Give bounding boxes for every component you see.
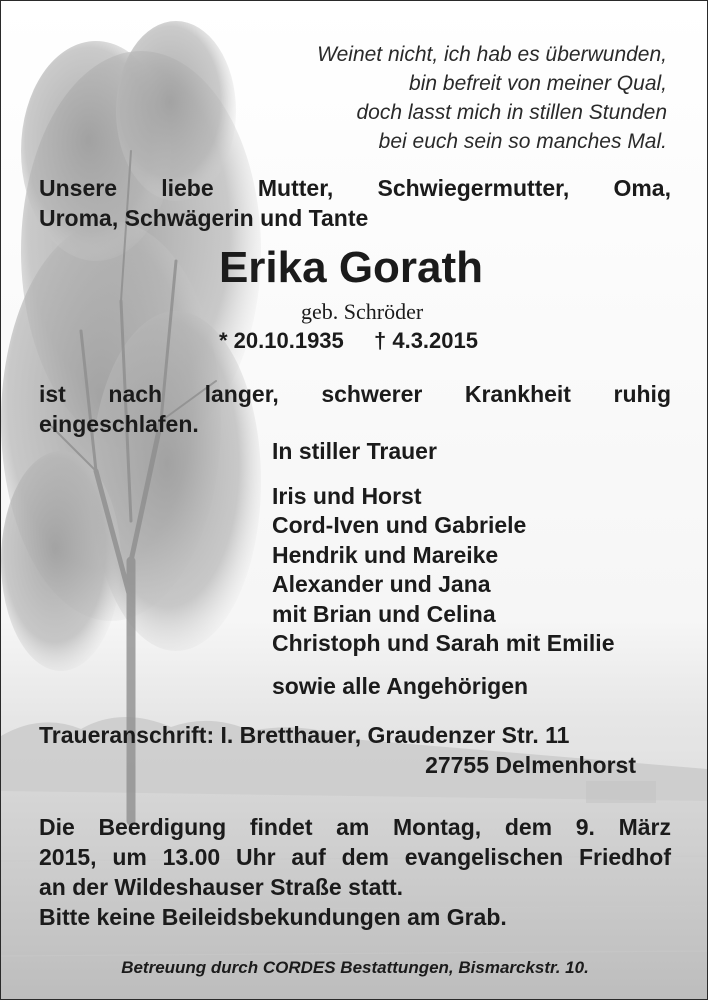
mourners-heading: In stiller Trauer <box>272 438 437 464</box>
mourner-name: Hendrik und Mareike <box>272 542 499 568</box>
death-date: † 4.3.2015 <box>374 328 478 353</box>
mourner-name: Christoph und Sarah mit Emilie <box>272 630 615 656</box>
birth-name: geb. Schröder <box>301 299 424 324</box>
mourner-name: Alexander und Jana <box>272 571 491 597</box>
mourning-address: Traueranschrift: I. Bretthauer, Graudenzer Str. 11 <box>39 722 570 748</box>
funeral-line: Bitte keine Beileidsbekundungen am Grab. <box>39 904 507 930</box>
poem-line: doch lasst mich in stillen Stunden <box>356 101 667 124</box>
birth-date: * 20.10.1935 <box>219 328 344 353</box>
mourner-name: mit Brian und Celina <box>272 601 496 627</box>
mourner-name: Cord-Iven und Gabriele <box>272 512 527 538</box>
poem-line: bei euch sein so manches Mal. <box>378 130 667 153</box>
mourners-others: sowie alle Angehörigen <box>272 673 529 699</box>
mourning-address-city: 27755 Delmenhorst <box>425 752 636 778</box>
poem-line: Weinet nicht, ich hab es überwunden, <box>317 43 667 66</box>
funeral-line: 2015, um 13.00 Uhr auf dem evangelischen Friedhof <box>39 844 671 870</box>
funeral-line: an der Wildeshauser Straße statt. <box>39 874 404 900</box>
passing-line: ist nach langer, schwerer Krankheit ruhig <box>39 381 671 407</box>
poem-line: bin befreit von meiner Qual, <box>409 72 667 95</box>
intro-line: Uroma, Schwägerin und Tante <box>39 205 369 231</box>
passing-line: eingeschlafen. <box>39 411 199 437</box>
deceased-name: Erika Gorath <box>218 243 484 292</box>
intro-line: Unsere liebe Mutter, Schwiegermutter, Oma, <box>39 175 671 201</box>
funeral-line: Die Beerdigung findet am Montag, dem 9. März <box>39 814 671 840</box>
funeral-home-credit: Betreuung durch CORDES Bestattungen, Bismarckstr. 10. <box>121 958 589 977</box>
mourner-name: Iris und Horst <box>272 483 422 509</box>
